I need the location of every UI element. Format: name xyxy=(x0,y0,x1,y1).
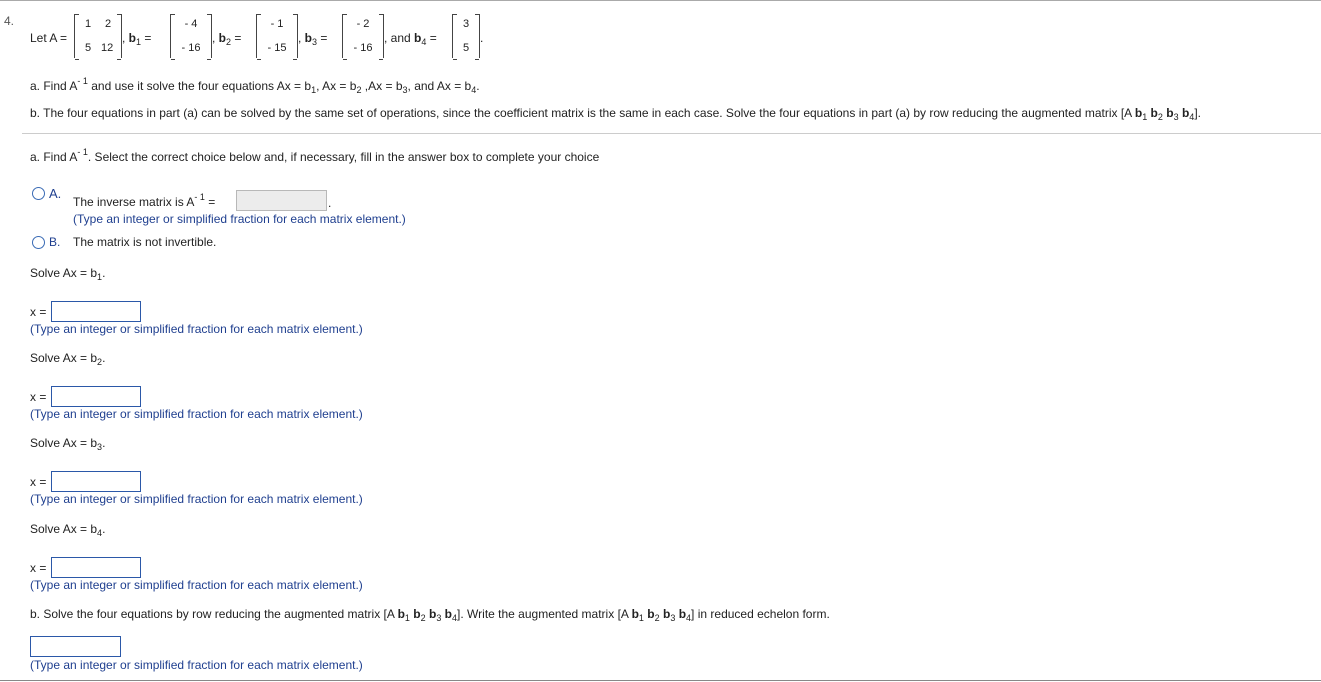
x1-label: x = xyxy=(30,305,47,319)
x4-label: x = xyxy=(30,561,47,575)
vector-b1 xyxy=(170,14,212,58)
a-r2c2: 12 xyxy=(101,42,114,54)
choice-a-hint: (Type an integer or simplified fraction for each matrix element.) xyxy=(73,212,406,226)
choice-a-text: The inverse matrix is $A^{- 1}$ = xyxy=(73,192,216,209)
augmented-matrix-answer-box[interactable] xyxy=(30,636,121,657)
top-border xyxy=(0,0,1321,1)
b1-top: - 4 xyxy=(184,18,198,30)
a-r1c1: 1 xyxy=(85,18,92,30)
solve-b2-label: Solve $Ax = b_2$. xyxy=(30,351,106,367)
choice-a-letter[interactable]: A. xyxy=(49,186,62,201)
part-b-prompt: b. Solve the four equations by row reducing the augmented matrix [A $b_1$ $b_2$ $b_3$ $b_4$]. Write the augmented matrix [A $b_1$ $b_2$ $b_3$ $b_4$] in reduced echelon form. xyxy=(30,607,830,623)
b3-label: , $b_3$ = xyxy=(298,31,328,47)
x1-hint: (Type an integer or simplified fraction for each matrix element.) xyxy=(30,322,363,336)
x4-answer-box[interactable] xyxy=(51,557,141,578)
b2-bottom: - 15 xyxy=(267,42,287,54)
b2-top: - 1 xyxy=(270,18,284,30)
vector-b3 xyxy=(342,14,384,58)
x3-hint: (Type an integer or simplified fraction for each matrix element.) xyxy=(30,492,363,506)
x3-answer-box[interactable] xyxy=(51,471,141,492)
choice-b-letter[interactable]: B. xyxy=(49,235,61,249)
question-number: 4. xyxy=(4,14,15,28)
part-a-prompt: a. Find $A^{- 1}$. Select the correct choice below and, if necessary, fill in the answer box to complete your choice xyxy=(30,147,600,164)
b4-top: 3 xyxy=(462,18,470,30)
bottom-border xyxy=(0,680,1321,681)
b4-bottom: 5 xyxy=(462,42,470,54)
b2-label: , $b_2$ = xyxy=(212,31,242,47)
b4-label: , and $b_4$ = xyxy=(384,31,437,47)
solve-b1-label: Solve $Ax = b_1$. xyxy=(30,266,106,282)
b3-top: - 2 xyxy=(356,18,370,30)
b3-bottom: - 16 xyxy=(353,42,373,54)
x2-label: x = xyxy=(30,390,47,404)
a-r1c2: 2 xyxy=(105,18,112,30)
inverse-matrix-answer-box[interactable] xyxy=(236,190,327,211)
b1-label: , $b_1$ = xyxy=(122,31,152,47)
x1-answer-box[interactable] xyxy=(51,301,141,322)
let-a-label: Let A = xyxy=(30,31,68,45)
x3-label: x = xyxy=(30,475,47,489)
x2-hint: (Type an integer or simplified fraction for each matrix element.) xyxy=(30,407,363,421)
x4-hint: (Type an integer or simplified fraction for each matrix element.) xyxy=(30,578,363,592)
choice-b-radio[interactable] xyxy=(32,236,45,249)
solve-b3-label: Solve $Ax = b_3$. xyxy=(30,436,106,452)
matrix-a xyxy=(74,14,122,58)
x2-answer-box[interactable] xyxy=(51,386,141,407)
choice-a-radio[interactable] xyxy=(32,187,45,200)
part-a-statement: a. Find $A^{- 1}$ and use it solve the four equations $Ax = b_1$, $Ax = b_2$ $,Ax = b_3$, and $Ax = b_4$. xyxy=(30,76,480,95)
augmented-hint: (Type an integer or simplified fraction for each matrix element.) xyxy=(30,658,363,672)
solve-b4-label: Solve $Ax = b_4$. xyxy=(30,522,106,538)
a-r2c1: 5 xyxy=(85,42,92,54)
choice-b-text: The matrix is not invertible. xyxy=(73,235,217,249)
vector-b2 xyxy=(256,14,298,58)
section-divider xyxy=(22,133,1321,134)
vector-b4 xyxy=(452,14,480,58)
b1-bottom: - 16 xyxy=(181,42,201,54)
part-b-statement: b. The four equations in part (a) can be solved by the same set of operations, since the coefficient matrix is the same in each case. Solve the four equations in part (a) by row reducing the augmented matrix [A $b_1$ $b_2$ $b_3$ $b_4$]. xyxy=(30,106,1201,122)
